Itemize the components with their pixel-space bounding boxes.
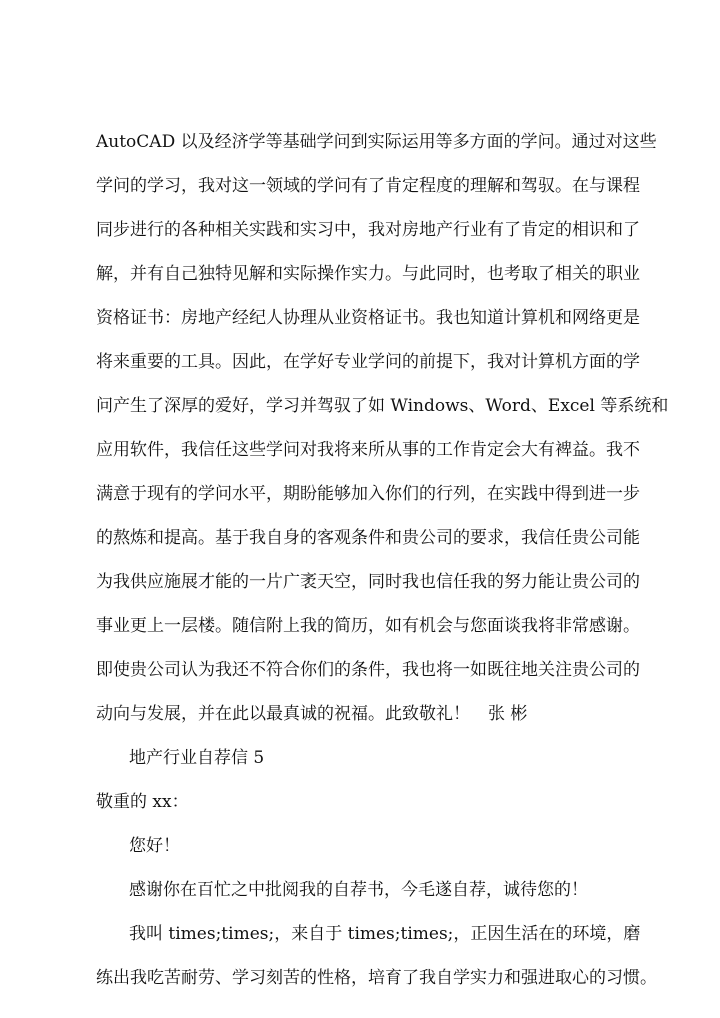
paragraph-line: 事业更上一层楼。随信附上我的简历，如有机会与您面谈我将非常感谢。	[96, 616, 640, 636]
thanks-line: 感谢你在百忙之中批阅我的自荐书，今毛遂自荐，诚待您的！	[129, 880, 588, 900]
salutation: 敬重的 xx：	[96, 792, 189, 812]
closing-line	[96, 703, 636, 725]
signature: 张 彬	[488, 704, 528, 724]
paragraph-line: 即使贵公司认为我还不符合你们的条件，我也将一如既往地关注贵公司的	[96, 660, 640, 680]
paragraph-line: 的熬炼和提高。基于我自身的客观条件和贵公司的要求，我信任贵公司能	[96, 528, 640, 548]
paragraph-line: 问产生了深厚的爱好，学习并驾驭了如 Windows、Word、Excel 等系统和	[96, 396, 669, 416]
intro-line-2: 练出我吃苦耐劳、学习刻苦的性格，培育了我自学实力和强进取心的习惯。	[96, 968, 657, 988]
paragraph-line: 学问的学习，我对这一领域的学问有了肯定程度的理解和驾驭。在与课程	[96, 176, 640, 196]
paragraph-line: 解，并有自己独特见解和实际操作实力。与此同时，也考取了相关的职业	[96, 264, 640, 284]
paragraph-line: 将来重要的工具。因此，在学好专业学问的前提下，我对计算机方面的学	[96, 352, 640, 372]
paragraph-line: AutoCAD 以及经济学等基础学问到实际运用等多方面的学问。通过对这些	[96, 132, 657, 152]
intro-line-1: 我叫 times;times;，来自于 times;times;，正因生活在的环境，磨	[129, 924, 641, 944]
paragraph-line: 为我供应施展才能的一片广袤天空，同时我也信任我的努力能让贵公司的	[96, 572, 640, 592]
paragraph-line: 同步进行的各种相关实践和实习中，我对房地产行业有了肯定的相识和了	[96, 220, 640, 240]
paragraph-line: 满意于现有的学问水平，期盼能够加入你们的行列，在实践中得到进一步	[96, 484, 640, 504]
greeting: 您好！	[129, 836, 180, 856]
paragraph-line: 应用软件，我信任这些学问对我将来所从事的工作肯定会大有裨益。我不	[96, 440, 640, 460]
closing-text: 动向与发展，并在此以最真诚的祝福。此致敬礼！	[96, 704, 470, 724]
paragraph-line: 资格证书：房地产经纪人协理从业资格证书。我也知道计算机和网络更是	[96, 308, 640, 328]
section-title: 地产行业自荐信 5	[129, 748, 265, 768]
